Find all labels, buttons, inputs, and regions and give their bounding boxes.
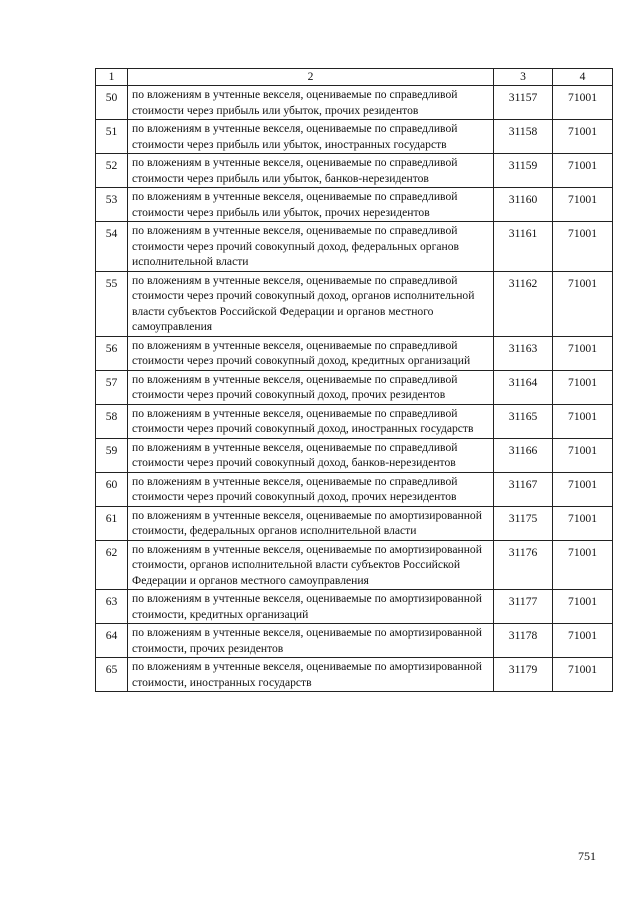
- row-symbol: 71001: [553, 506, 613, 540]
- row-account: 31162: [494, 271, 553, 336]
- row-account: 31166: [494, 438, 553, 472]
- table-row: [96, 370, 613, 404]
- row-description: по вложениям в учтенные векселя, оцениваемые по справедливой стоимости через прочий совокупный доход, федеральных органов исполнительной власти: [128, 222, 494, 272]
- row-number: 50: [96, 86, 128, 120]
- table-row: [96, 222, 613, 272]
- row-symbol: 71001: [553, 540, 613, 590]
- row-number: 63: [96, 590, 128, 624]
- table-row: [96, 154, 613, 188]
- row-symbol: 71001: [553, 590, 613, 624]
- row-description: по вложениям в учтенные векселя, оцениваемые по справедливой стоимости через прочий совокупный доход, органов исполнительной власти субъектов Российской Федерации и органов местного самоуправления: [128, 271, 494, 336]
- row-description: по вложениям в учтенные векселя, оцениваемые по справедливой стоимости через прочий совокупный доход, кредитных организаций: [128, 336, 494, 370]
- table-row: [96, 120, 613, 154]
- table-row: [96, 336, 613, 370]
- row-number: 62: [96, 540, 128, 590]
- accounts-table: [95, 68, 613, 692]
- row-description: по вложениям в учтенные векселя, оцениваемые по амортизированной стоимости, федеральных органов исполнительной власти: [128, 506, 494, 540]
- column-header-2: 2: [128, 69, 494, 86]
- row-description: по вложениям в учтенные векселя, оцениваемые по справедливой стоимости через прочий совокупный доход, банков-нерезидентов: [128, 438, 494, 472]
- row-symbol: 71001: [553, 370, 613, 404]
- row-description: по вложениям в учтенные векселя, оцениваемые по амортизированной стоимости, органов исполнительной власти субъектов Российской Федерации и органов местного самоуправления: [128, 540, 494, 590]
- row-description: по вложениям в учтенные векселя, оцениваемые по амортизированной стоимости, прочих резидентов: [128, 624, 494, 658]
- header-row: [96, 69, 613, 86]
- page-number: 751: [578, 849, 596, 863]
- row-account: 31177: [494, 590, 553, 624]
- row-account: 31164: [494, 370, 553, 404]
- row-number: 53: [96, 188, 128, 222]
- row-number: 64: [96, 624, 128, 658]
- row-account: 31159: [494, 154, 553, 188]
- row-account: 31175: [494, 506, 553, 540]
- row-number: 54: [96, 222, 128, 272]
- table-row: [96, 188, 613, 222]
- row-symbol: 71001: [553, 86, 613, 120]
- row-number: 57: [96, 370, 128, 404]
- table-row: [96, 271, 613, 336]
- row-description: по вложениям в учтенные векселя, оцениваемые по справедливой стоимости через прочий совокупный доход, иностранных государств: [128, 404, 494, 438]
- row-number: 58: [96, 404, 128, 438]
- table-row: [96, 472, 613, 506]
- table-row: [96, 590, 613, 624]
- row-account: 31165: [494, 404, 553, 438]
- row-description: по вложениям в учтенные векселя, оцениваемые по справедливой стоимости через прибыль или убыток, прочих резидентов: [128, 86, 494, 120]
- table-row: [96, 506, 613, 540]
- row-number: 52: [96, 154, 128, 188]
- row-account: 31157: [494, 86, 553, 120]
- row-symbol: 71001: [553, 222, 613, 272]
- row-symbol: 71001: [553, 404, 613, 438]
- row-description: по вложениям в учтенные векселя, оцениваемые по справедливой стоимости через прибыль или убыток, банков-нерезидентов: [128, 154, 494, 188]
- row-symbol: 71001: [553, 472, 613, 506]
- row-symbol: 71001: [553, 271, 613, 336]
- row-symbol: 71001: [553, 120, 613, 154]
- column-header-3: 3: [494, 69, 553, 86]
- row-description: по вложениям в учтенные векселя, оцениваемые по амортизированной стоимости, иностранных государств: [128, 658, 494, 692]
- row-account: 31179: [494, 658, 553, 692]
- table-row: [96, 658, 613, 692]
- row-symbol: 71001: [553, 154, 613, 188]
- table-row: [96, 404, 613, 438]
- row-description: по вложениям в учтенные векселя, оцениваемые по амортизированной стоимости, кредитных организаций: [128, 590, 494, 624]
- column-header-1: 1: [96, 69, 128, 86]
- table-row: [96, 540, 613, 590]
- row-number: 59: [96, 438, 128, 472]
- row-account: 31158: [494, 120, 553, 154]
- row-description: по вложениям в учтенные векселя, оцениваемые по справедливой стоимости через прибыль или убыток, иностранных государств: [128, 120, 494, 154]
- row-symbol: 71001: [553, 188, 613, 222]
- row-number: 51: [96, 120, 128, 154]
- table-row: [96, 624, 613, 658]
- table-body: [96, 86, 613, 692]
- row-symbol: 71001: [553, 336, 613, 370]
- row-number: 60: [96, 472, 128, 506]
- row-symbol: 71001: [553, 624, 613, 658]
- table-row: [96, 438, 613, 472]
- row-number: 65: [96, 658, 128, 692]
- row-account: 31167: [494, 472, 553, 506]
- row-number: 56: [96, 336, 128, 370]
- row-account: 31160: [494, 188, 553, 222]
- table-row: [96, 86, 613, 120]
- row-description: по вложениям в учтенные векселя, оцениваемые по справедливой стоимости через прибыль или убыток, прочих нерезидентов: [128, 188, 494, 222]
- row-number: 55: [96, 271, 128, 336]
- row-account: 31178: [494, 624, 553, 658]
- row-number: 61: [96, 506, 128, 540]
- row-description: по вложениям в учтенные векселя, оцениваемые по справедливой стоимости через прочий совокупный доход, прочих резидентов: [128, 370, 494, 404]
- row-symbol: 71001: [553, 658, 613, 692]
- row-account: 31163: [494, 336, 553, 370]
- row-account: 31176: [494, 540, 553, 590]
- column-header-4: 4: [553, 69, 613, 86]
- row-description: по вложениям в учтенные векселя, оцениваемые по справедливой стоимости через прочий совокупный доход, прочих нерезидентов: [128, 472, 494, 506]
- row-symbol: 71001: [553, 438, 613, 472]
- row-account: 31161: [494, 222, 553, 272]
